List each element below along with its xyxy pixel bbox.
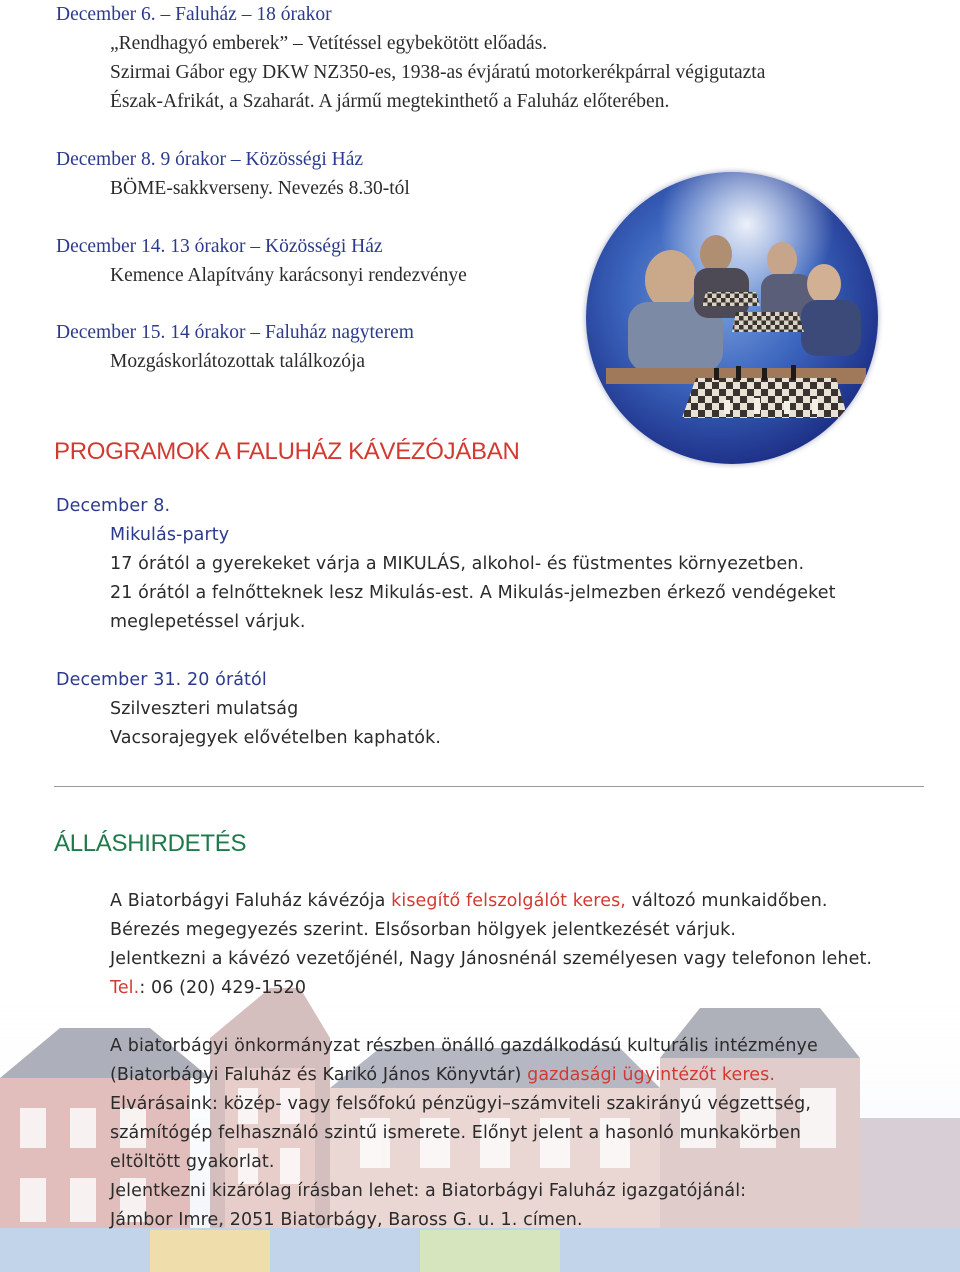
event-description: Szirmai Gábor egy DKW NZ350-es, 1938-as évjáratú motorkerékpárral végigutazta xyxy=(110,62,766,83)
job-ad-line: Jelentkezni kizárólag írásban lehet: a Biatorbágyi Faluház igazgatójánál: xyxy=(110,1181,747,1201)
job-ad-line: A biatorbágyi önkormányzat részben önálló gazdálkodású kulturális intézménye xyxy=(110,1036,818,1056)
job-ad-line: Bérezés megegyezés szerint. Elsősorban hölgyek jelentkezését várjuk. xyxy=(110,920,737,940)
event-date-line: December 8. 9 órakor – Közösségi Ház xyxy=(56,149,364,170)
job-ad-highlight: gazdasági ügyintézőt keres. xyxy=(527,1065,776,1085)
program-description: 21 órától a felnőtteknek lesz Mikulás-est. A Mikulás-jelmezben érkező vendégeket xyxy=(110,583,836,603)
event-date-line: December 6. – Faluház – 18 órakor xyxy=(56,4,332,25)
phone-label: Tel. xyxy=(110,978,140,998)
program-title: Szilveszteri mulatság xyxy=(110,699,299,719)
event-description: „Rendhagyó emberek” – Vetítéssel egybekötött előadás. xyxy=(110,33,548,54)
event-date-line: December 15. 14 órakor – Faluház nagyterem xyxy=(56,322,414,343)
cafe-programs-heading: PROGRAMOK A FALUHÁZ KÁVÉZÓJÁBAN xyxy=(54,438,520,465)
job-ad-highlight: kisegítő felszolgálót keres, xyxy=(391,891,626,911)
job-ad-line xyxy=(110,1065,775,1085)
program-description: Vacsorajegyek elővételben kaphatók. xyxy=(110,728,441,748)
job-ad-line xyxy=(110,891,828,911)
phone-number: : 06 (20) 429-1520 xyxy=(139,978,307,998)
event-description: Észak-Afrikát, a Szaharát. A jármű megtekinthető a Faluház előterében. xyxy=(110,91,670,112)
program-title: Mikulás-party xyxy=(110,525,230,545)
chess-tournament-photo xyxy=(586,172,878,464)
job-ads-heading: ÁLLÁSHIRDETÉS xyxy=(54,830,247,857)
program-description: meglepetéssel várjuk. xyxy=(110,612,306,632)
job-ad-text: változó munkaidőben. xyxy=(625,891,828,911)
program-date: December 8. xyxy=(56,496,171,516)
section-divider xyxy=(54,786,924,787)
job-ad-text: (Biatorbágyi Faluház és Karikó János Könyvtár) xyxy=(110,1065,528,1085)
job-ad-line: Jámbor Imre, 2051 Biatorbágy, Baross G. u. 1. címen. xyxy=(110,1210,583,1230)
job-ad-line: Elvárásaink: közép- vagy felsőfokú pénzügyi–számviteli szakirányú végzettség, xyxy=(110,1094,812,1114)
event-description: BÖME-sakkverseny. Nevezés 8.30-tól xyxy=(110,178,410,199)
event-date-line: December 14. 13 órakor – Közösségi Ház xyxy=(56,236,383,257)
job-ad-text: A Biatorbágyi Faluház kávézója xyxy=(110,891,392,911)
program-description: 17 órától a gyerekeket várja a MIKULÁS, alkohol- és füstmentes környezetben. xyxy=(110,554,805,574)
job-ad-phone-line xyxy=(110,978,306,998)
job-ad-line: számítógép felhasználó szintű ismerete. Előnyt jelent a hasonló munkakörben xyxy=(110,1123,801,1143)
program-date: December 31. 20 órától xyxy=(56,670,267,690)
chess-photo-illustration xyxy=(586,172,878,464)
event-description: Kemence Alapítvány karácsonyi rendezvénye xyxy=(110,265,467,286)
job-ad-line: Jelentkezni a kávézó vezetőjénél, Nagy Jánosnénál személyesen vagy telefonon lehet. xyxy=(110,949,873,969)
event-description: Mozgáskorlátozottak találkozója xyxy=(110,351,366,372)
job-ad-line: eltöltött gyakorlat. xyxy=(110,1152,275,1172)
